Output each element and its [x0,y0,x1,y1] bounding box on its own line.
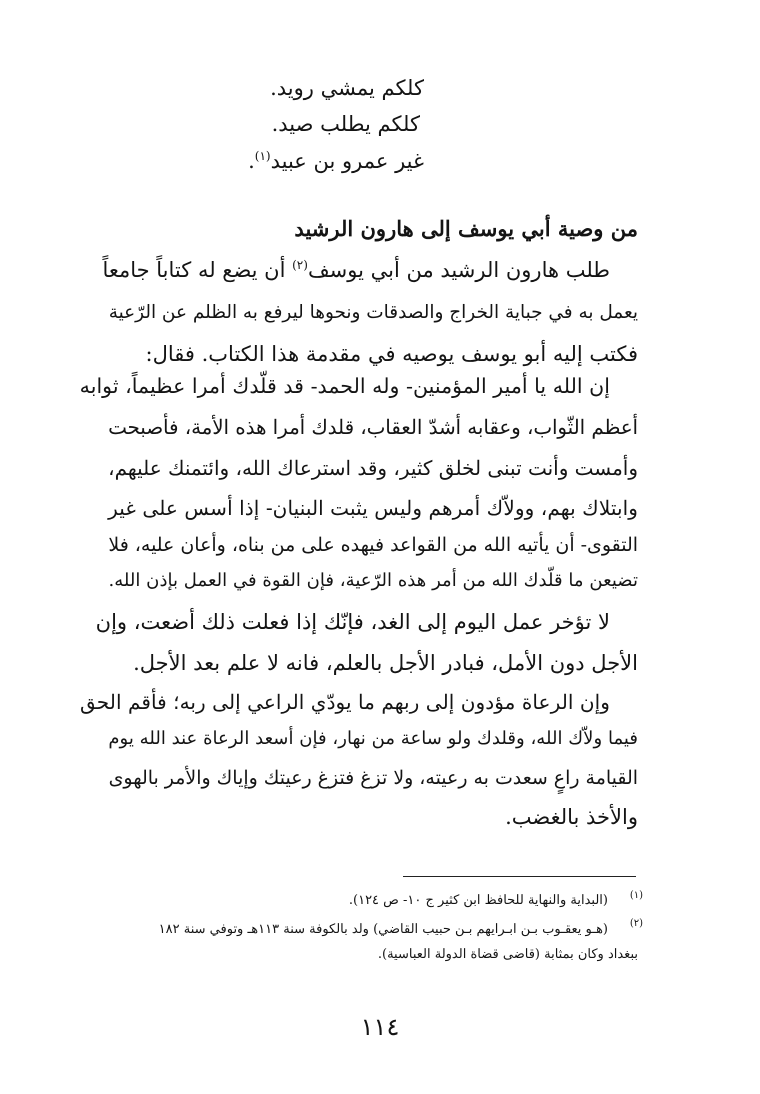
body-line [108,299,638,327]
body-text: وابتلاك بهم، وولاّك أمرهم وليس يثبت البنيان- إذا أسس على غير [108,496,638,520]
body-line [108,454,638,482]
footnote-line [349,892,608,910]
body-text: تضيعن ما قلّدك الله من أمر هذه الرّعية، فإن القوة في العمل بإذن الله. [108,570,638,591]
footnote-ref: (٢) [292,258,308,272]
poem-line-text: كلكم يطلب صيد. [271,112,420,136]
footnote-divider [403,876,636,877]
body-text: أعظم الثّواب، وعقابه أشدّ العقاب، قلدك أمرا هذه الأمة، فأصبحت [108,416,638,439]
section-heading-text: من وصية أبي يوسف إلى هارون الرشيد [294,216,638,241]
poem-line-text: كلكم يمشي رويد. [270,76,424,100]
body-text: التقوى- أن يأتيه الله من القواعد فيهده على من بناه، وأعان عليه، فلا [108,534,638,556]
body-line [108,764,638,792]
poem-line [272,110,420,138]
body-text: وأمست وأنت تبنى لخلق كثير، وقد استرعاك الله، وائتمنك عليهم، [108,456,638,480]
body-line [108,725,638,753]
body-text: الأجل دون الأمل، فبادر الأجل بالعلم، فانه لا علم بعد الأجل. [133,651,638,675]
body-line [102,256,610,284]
body-line [80,688,610,716]
body-text: القيامة راعٍ سعدت به رعيته، ولا تزغ فتزغ رعيتك وإياك والأمر بالهوى [108,767,638,789]
section-heading [294,215,638,243]
body-line [96,608,610,636]
footnote-ref: (١) [254,149,271,163]
body-text: طلب هارون الرشيد من أبي يوسف [307,258,610,282]
footnote-text: (البداية والنهاية للحافظ ابن كثير ج ١٠- ص ١٢٤). [348,893,608,908]
body-text: وإن الرعاة مؤدون إلى ربهم ما يودّي الراعي إلى ربه؛ فأقم الحق [79,690,610,714]
body-line [108,531,638,559]
body-line [108,414,638,442]
body-text: فكتب إليه أبو يوسف يوصيه في مقدمة هذا الكتاب. فقال: [145,342,638,366]
body-text: فيما ولاّك الله، وقلدك ولو ساعة من نهار، فإن أسعد الرعاة عند الله يوم [108,728,638,749]
body-line [146,340,638,368]
body-line [80,372,610,400]
body-line [108,494,638,522]
body-line [133,649,638,677]
poem-line-text: غير عمرو بن عبيد [270,149,424,173]
footnote-mark: (٢) [629,918,643,929]
body-text: لا تؤخر عمل اليوم إلى الغد، فإنّك إذا فعلت ذلك أضعت، وإن [95,610,610,634]
poem-line [270,74,424,102]
footnote-text: (هـو يعقـوب بـن ابـرايهم بـن حبيب القاضي) ولد بالكوفة سنة ١١٣هـ وتوفي سنة ١٨٢ [158,922,608,937]
body-line [505,803,638,831]
poem-line [248,147,424,175]
body-text: أن يضع له كتاباً جامعاً [102,258,293,282]
body-text: والأخذ بالغضب. [505,805,638,829]
poem-line-end: . [248,149,255,173]
body-line [108,567,638,595]
footnote-mark: (١) [629,890,643,901]
page-number: ١١٤ [360,1013,400,1041]
footnote-line [378,946,638,964]
body-text: يعمل به في جباية الخراج والصدقات ونحوها ليرفع به الظلم عن الرّعية [108,302,638,323]
body-text: إن الله يا أمير المؤمنين- وله الحمد- قد قلّدك أمرا عظيماً، ثوابه [79,374,610,398]
footnote-text: ببغداد وكان بمثابة (قاضى قضاة الدولة العباسية). [377,947,638,962]
footnote-line [159,921,608,939]
